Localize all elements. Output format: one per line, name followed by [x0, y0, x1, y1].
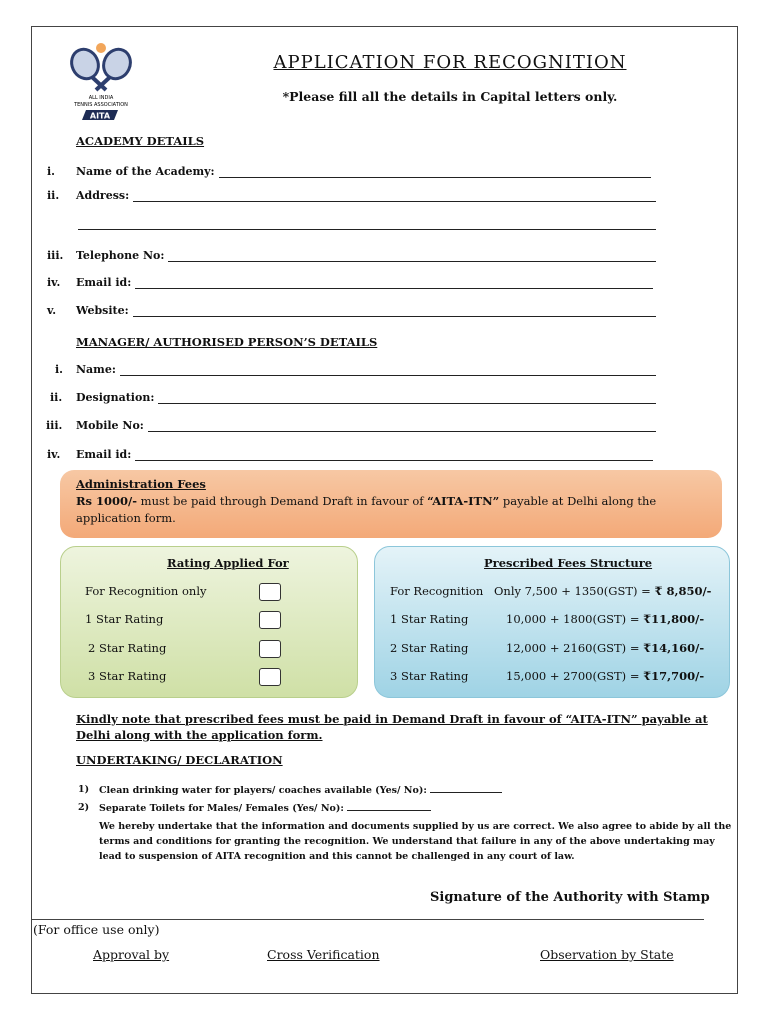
designation-field[interactable]	[76, 391, 656, 404]
fee-total: ₹ 8,850/-	[654, 584, 712, 598]
mobile-field[interactable]	[76, 419, 656, 432]
fill-line	[135, 451, 653, 461]
fee-row-amount	[506, 669, 704, 683]
fees-amount: Rs 1000/-	[76, 494, 138, 508]
divider	[31, 919, 704, 920]
declaration-num: 1)	[78, 784, 90, 795]
manager-num: iv.	[47, 448, 61, 461]
declaration-num: 2)	[78, 802, 90, 813]
signature-label: Signature of the Authority with Stamp	[430, 890, 710, 905]
payment-note: Kindly note that prescribed fees must be paid in Demand Draft in favour of “AITA-ITN” payable at Delhi along with the application form.	[76, 712, 708, 742]
fee-row-amount	[506, 612, 704, 626]
manager-num: iii.	[46, 419, 63, 432]
fees-structure-heading: Prescribed Fees Structure	[484, 556, 653, 570]
declaration-paragraph: We hereby undertake that the information and documents supplied by us are correct. We also agree to abide by all the terms and conditions for granting the recognition. We understand that failure in any of the above undertaking may lead to suspension of AITA recognition and this cannot be challenged in any court of law.	[99, 821, 732, 862]
fee-calc: 10,000 + 1800(GST) =	[506, 612, 644, 626]
manager-email-field[interactable]	[76, 448, 653, 461]
field-label: Email id:	[76, 448, 132, 461]
cross-verification-label: Cross Verification	[267, 947, 380, 962]
page-title: APPLICATION FOR RECOGNITION	[273, 52, 627, 73]
rating-option-label: 1 Star Rating	[85, 612, 164, 626]
fees-text-2: payable at Delhi along the application form.	[76, 494, 657, 525]
academy-num: iv.	[47, 276, 61, 289]
separate-toilets-field[interactable]	[99, 802, 431, 814]
manager-heading: MANAGER/ AUTHORISED PERSON’S DETAILS	[76, 335, 378, 349]
academy-email-field[interactable]	[76, 276, 653, 289]
academy-num: ii.	[47, 189, 60, 202]
logo-text-2: TENNIS ASSOCIATION	[74, 102, 128, 108]
rating-option-label: 3 Star Rating	[88, 669, 167, 683]
field-label: Website:	[76, 304, 129, 317]
field-label: Name:	[76, 363, 116, 376]
fee-total: ₹14,160/-	[643, 641, 705, 655]
recognition-checkbox[interactable]	[259, 583, 281, 601]
fee-row-label: 2 Star Rating	[390, 641, 469, 655]
drinking-water-field[interactable]	[99, 784, 502, 796]
aita-logo	[58, 40, 148, 126]
approval-label: Approval by	[93, 947, 170, 962]
fees-payee: “AITA-ITN”	[427, 494, 500, 508]
page-subtitle: *Please fill all the details in Capital letters only.	[282, 89, 618, 104]
manager-num: i.	[55, 363, 64, 376]
one-star-checkbox[interactable]	[259, 611, 281, 629]
fees-text-1: must be paid through Demand Draft in favour of	[137, 494, 428, 508]
logo-text-3: AITA	[89, 111, 111, 121]
two-star-checkbox[interactable]	[259, 640, 281, 658]
fees-text	[76, 493, 706, 527]
manager-num: ii.	[50, 391, 63, 404]
undertaking-heading: UNDERTAKING/ DECLARATION	[76, 753, 283, 767]
fill-line	[347, 802, 431, 811]
fill-line	[219, 168, 651, 178]
rating-heading: Rating Applied For	[167, 556, 289, 570]
academy-name-field[interactable]	[76, 165, 651, 178]
fee-calc: 15,000 + 2700(GST) =	[506, 669, 644, 683]
declaration-text: Clean drinking water for players/ coaches available (Yes/ No):	[99, 785, 427, 796]
field-label: Telephone No:	[76, 249, 165, 262]
field-label: Address:	[76, 189, 130, 202]
academy-heading: ACADEMY DETAILS	[76, 134, 205, 148]
fee-calc: Only 7,500 + 1350(GST) =	[494, 584, 655, 598]
field-label: Designation:	[76, 391, 155, 404]
website-field[interactable]	[76, 304, 656, 317]
field-label: Email id:	[76, 276, 132, 289]
observation-label: Observation by State	[540, 947, 674, 962]
telephone-field[interactable]	[76, 249, 656, 262]
fill-line	[135, 279, 653, 289]
rating-applied-panel	[60, 546, 358, 698]
address-field[interactable]	[76, 189, 656, 202]
fill-line	[430, 784, 502, 793]
fill-line	[133, 192, 656, 202]
fee-total: ₹11,800/-	[643, 612, 705, 626]
fill-line	[133, 307, 656, 317]
three-star-checkbox[interactable]	[259, 668, 281, 686]
academy-num: i.	[47, 165, 56, 178]
fee-total: ₹17,700/-	[643, 669, 705, 683]
fees-heading: Administration Fees	[76, 477, 206, 491]
fill-line	[168, 252, 656, 262]
fill-line	[158, 394, 656, 404]
field-label: Name of the Academy:	[76, 165, 215, 178]
fees-structure-panel	[374, 546, 730, 698]
fill-line	[148, 422, 656, 432]
academy-num: iii.	[47, 249, 64, 262]
manager-name-field[interactable]	[76, 363, 656, 376]
fee-row-label: 3 Star Rating	[390, 669, 469, 683]
logo-text-1: ALL INDIA	[88, 95, 114, 101]
fee-calc: 12,000 + 2160(GST) =	[506, 641, 644, 655]
fee-row-label: 1 Star Rating	[390, 612, 469, 626]
rating-option-label: For Recognition only	[85, 584, 207, 598]
administration-fees-box	[60, 470, 722, 538]
rating-option-label: 2 Star Rating	[88, 641, 167, 655]
fill-line	[120, 366, 656, 376]
fee-row-label: For Recognition	[390, 584, 484, 598]
fee-row-amount	[494, 584, 711, 598]
fee-row-amount	[506, 641, 704, 655]
academy-num: v.	[47, 304, 57, 317]
field-label: Mobile No:	[76, 419, 144, 432]
address-line-2[interactable]	[78, 229, 656, 230]
office-use-label: (For office use only)	[33, 922, 160, 937]
declaration-text: Separate Toilets for Males/ Females (Yes/ No):	[99, 803, 344, 814]
